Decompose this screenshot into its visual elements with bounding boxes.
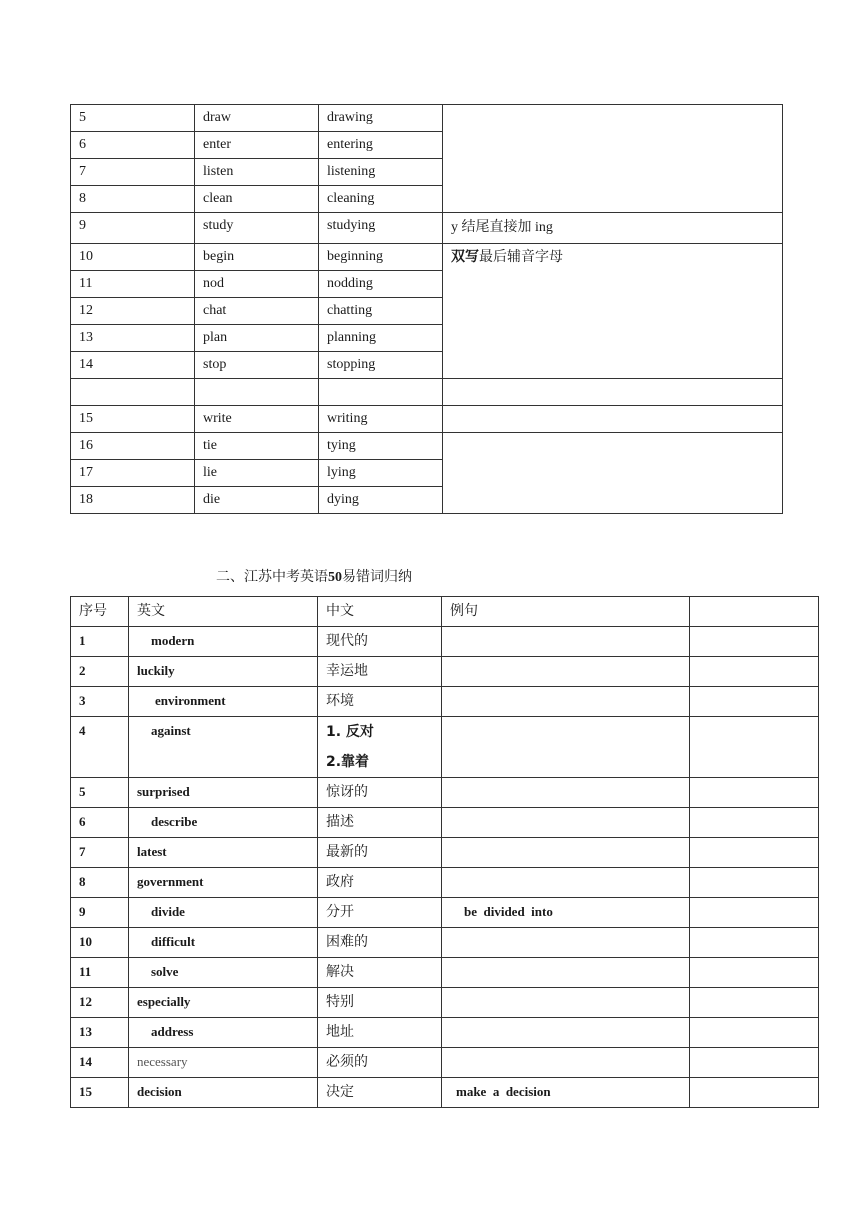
extra-cell (690, 1018, 819, 1048)
row-number: 18 (71, 487, 195, 514)
base-verb: lie (195, 460, 319, 487)
chinese-meaning: 决定 (318, 1078, 442, 1108)
empty-cell (319, 379, 443, 406)
english-word: government (129, 868, 318, 898)
error-prone-words-table (70, 596, 819, 1108)
row-number: 1 (71, 627, 129, 657)
ing-form: chatting (319, 298, 443, 325)
extra-cell (690, 838, 819, 868)
ing-form-table (70, 104, 783, 514)
extra-cell (690, 687, 819, 717)
row-number: 14 (71, 1048, 129, 1078)
title-prefix: 二、江苏中考英语 (216, 569, 328, 585)
table-row (71, 627, 819, 657)
header-chinese: 中文 (318, 597, 442, 627)
row-number: 11 (71, 271, 195, 298)
row-number: 4 (71, 717, 129, 778)
example-cell (442, 627, 690, 657)
ing-form: beginning (319, 244, 443, 271)
base-verb: tie (195, 433, 319, 460)
base-verb: study (195, 213, 319, 244)
example-sentence: make a decision (442, 1078, 690, 1108)
chinese-meaning: 描述 (318, 808, 442, 838)
chinese-meaning: 环境 (318, 687, 442, 717)
example-cell (442, 838, 690, 868)
extra-cell (690, 868, 819, 898)
english-word: necessary (129, 1048, 318, 1078)
table-row (71, 717, 819, 778)
header-example: 例句 (442, 597, 690, 627)
base-verb: enter (195, 132, 319, 159)
example-cell (442, 868, 690, 898)
title-number: 50 (328, 570, 342, 585)
row-number: 12 (71, 298, 195, 325)
note-double-consonant (443, 244, 783, 379)
extra-cell (690, 1078, 819, 1108)
header-row (71, 597, 819, 627)
table-row (71, 808, 819, 838)
table-row (71, 1078, 819, 1108)
table-row (71, 433, 783, 460)
row-number: 9 (71, 213, 195, 244)
example-cell (442, 687, 690, 717)
ing-form: dying (319, 487, 443, 514)
note-y-ending: y 结尾直接加 ing (443, 213, 783, 244)
note-cell (443, 105, 783, 213)
extra-cell (690, 808, 819, 838)
row-number: 5 (71, 778, 129, 808)
english-word: environment (129, 687, 318, 717)
row-number: 9 (71, 898, 129, 928)
row-number: 8 (71, 868, 129, 898)
table-row (71, 213, 783, 244)
row-number: 8 (71, 186, 195, 213)
row-number: 10 (71, 244, 195, 271)
extra-cell (690, 778, 819, 808)
extra-cell (690, 627, 819, 657)
english-word: against (129, 717, 318, 778)
example-cell (442, 1048, 690, 1078)
table-row (71, 657, 819, 687)
row-number: 2 (71, 657, 129, 687)
ing-form: nodding (319, 271, 443, 298)
english-word: modern (129, 627, 318, 657)
ing-form: studying (319, 213, 443, 244)
table-row (71, 928, 819, 958)
row-number: 6 (71, 808, 129, 838)
row-number: 11 (71, 958, 129, 988)
example-cell (442, 778, 690, 808)
meaning-1: 1. 反对 (326, 724, 374, 740)
english-word: solve (129, 958, 318, 988)
base-verb: clean (195, 186, 319, 213)
header-index: 序号 (71, 597, 129, 627)
base-verb: stop (195, 352, 319, 379)
extra-cell (690, 1048, 819, 1078)
example-sentence: be divided into (442, 898, 690, 928)
table-row (71, 244, 783, 271)
example-cell (442, 657, 690, 687)
english-word: difficult (129, 928, 318, 958)
row-number: 16 (71, 433, 195, 460)
example-cell (442, 928, 690, 958)
table-row (71, 406, 783, 433)
extra-cell (690, 898, 819, 928)
chinese-meaning: 分开 (318, 898, 442, 928)
extra-cell (690, 958, 819, 988)
ing-form: entering (319, 132, 443, 159)
table-row (71, 1048, 819, 1078)
english-word: especially (129, 988, 318, 1018)
table-row (71, 1018, 819, 1048)
empty-cell (443, 379, 783, 406)
base-verb: chat (195, 298, 319, 325)
ing-form: drawing (319, 105, 443, 132)
base-verb: draw (195, 105, 319, 132)
example-cell (442, 808, 690, 838)
row-number: 6 (71, 132, 195, 159)
chinese-meaning: 解决 (318, 958, 442, 988)
extra-cell (690, 717, 819, 778)
extra-cell (690, 988, 819, 1018)
row-number: 14 (71, 352, 195, 379)
english-word: surprised (129, 778, 318, 808)
row-number: 15 (71, 1078, 129, 1108)
row-number: 17 (71, 460, 195, 487)
ing-form: cleaning (319, 186, 443, 213)
base-verb: begin (195, 244, 319, 271)
base-verb: write (195, 406, 319, 433)
base-verb: listen (195, 159, 319, 186)
row-number: 7 (71, 159, 195, 186)
title-suffix: 易错词归纳 (342, 569, 412, 585)
chinese-meaning (318, 717, 442, 778)
base-verb: die (195, 487, 319, 514)
english-word: latest (129, 838, 318, 868)
table-row (71, 838, 819, 868)
example-cell (442, 1018, 690, 1048)
base-verb: nod (195, 271, 319, 298)
ing-form: lying (319, 460, 443, 487)
ing-form: tying (319, 433, 443, 460)
row-number: 7 (71, 838, 129, 868)
english-word: address (129, 1018, 318, 1048)
chinese-meaning: 必须的 (318, 1048, 442, 1078)
row-number: 15 (71, 406, 195, 433)
chinese-meaning: 最新的 (318, 838, 442, 868)
table-row (71, 958, 819, 988)
chinese-meaning: 现代的 (318, 627, 442, 657)
ing-form: stopping (319, 352, 443, 379)
row-number: 12 (71, 988, 129, 1018)
chinese-meaning: 特别 (318, 988, 442, 1018)
empty-cell (195, 379, 319, 406)
table-row (71, 988, 819, 1018)
note-double-bold: 双写 (451, 249, 479, 265)
english-word: describe (129, 808, 318, 838)
ing-form: writing (319, 406, 443, 433)
ing-form: listening (319, 159, 443, 186)
english-word: divide (129, 898, 318, 928)
extra-cell (690, 657, 819, 687)
english-word: decision (129, 1078, 318, 1108)
table-row-empty (71, 379, 783, 406)
note-double-rest: 最后辅音字母 (479, 249, 563, 265)
row-number: 10 (71, 928, 129, 958)
example-cell (442, 958, 690, 988)
base-verb: plan (195, 325, 319, 352)
empty-cell (71, 379, 195, 406)
table-row (71, 687, 819, 717)
table-row (71, 778, 819, 808)
table-row (71, 898, 819, 928)
note-cell (443, 406, 783, 433)
row-number: 3 (71, 687, 129, 717)
section-title (216, 567, 412, 588)
note-cell (443, 433, 783, 514)
chinese-meaning: 困难的 (318, 928, 442, 958)
ing-form: planning (319, 325, 443, 352)
table-row (71, 105, 783, 132)
row-number: 5 (71, 105, 195, 132)
example-cell (442, 988, 690, 1018)
header-english: 英文 (129, 597, 318, 627)
chinese-meaning: 惊讶的 (318, 778, 442, 808)
extra-cell (690, 928, 819, 958)
chinese-meaning: 地址 (318, 1018, 442, 1048)
chinese-meaning: 幸运地 (318, 657, 442, 687)
row-number: 13 (71, 1018, 129, 1048)
header-extra (690, 597, 819, 627)
meaning-2: 2.靠着 (326, 754, 370, 770)
english-word: luckily (129, 657, 318, 687)
chinese-meaning: 政府 (318, 868, 442, 898)
row-number: 13 (71, 325, 195, 352)
example-cell (442, 717, 690, 778)
table-row (71, 868, 819, 898)
